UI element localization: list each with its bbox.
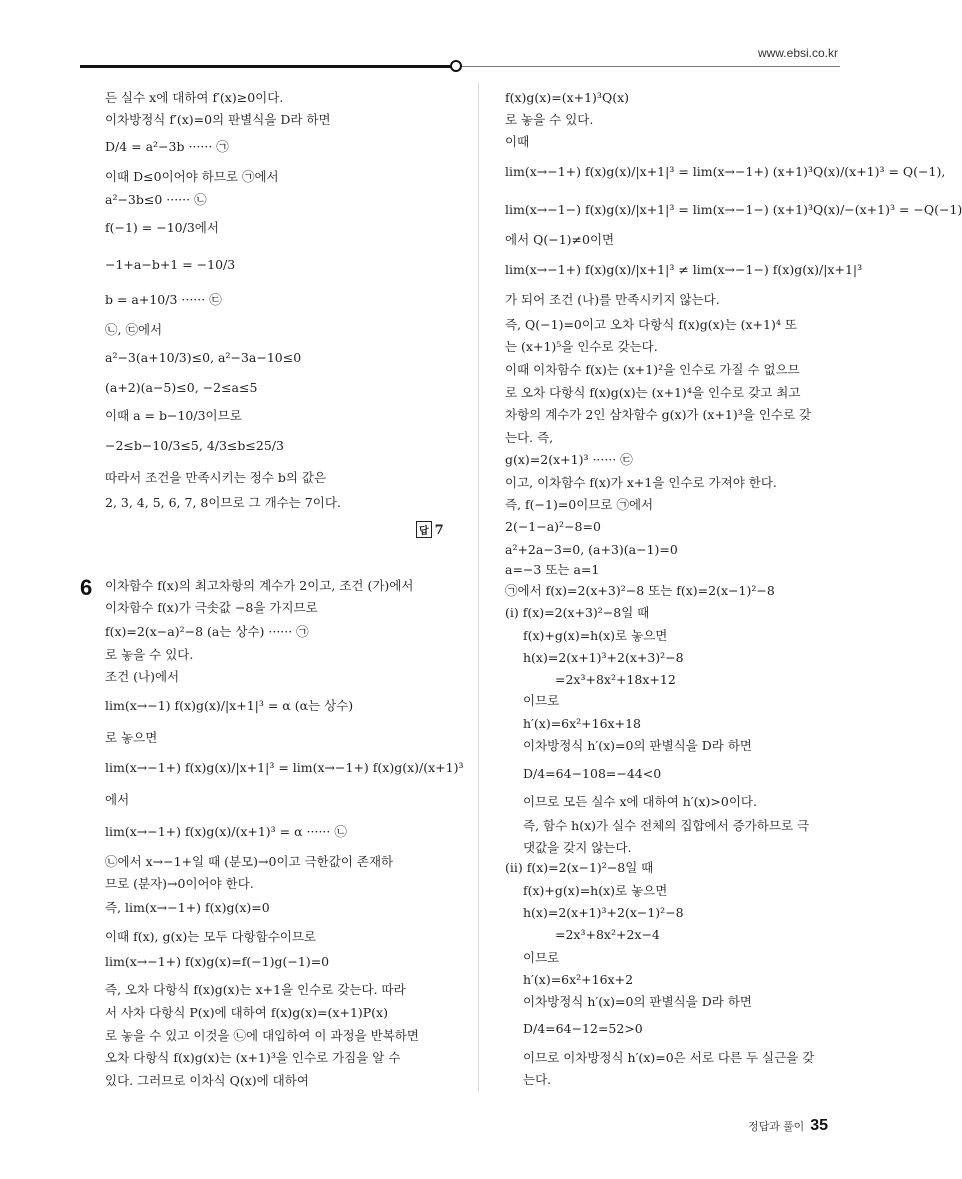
text-line: a²−3b≤0 ······ ㉡ xyxy=(105,192,207,207)
text-line: lim(x→−1+) f(x)g(x)/|x+1|³ = lim(x→−1+) f(x)g(x)/(x+1)³ xyxy=(105,760,464,775)
text-line: 이때 f(x), g(x)는 모두 다항함수이므로 xyxy=(105,929,317,944)
text-line: a²+2a−3=0, (a+3)(a−1)=0 xyxy=(505,542,678,557)
text-line: lim(x→−1+) f(x)g(x)=f(−1)g(−1)=0 xyxy=(105,954,330,969)
text-line: 서 사차 다항식 P(x)에 대하여 f(x)g(x)=(x+1)P(x) xyxy=(105,1005,388,1020)
text-line: 차항의 계수가 2인 삼차함수 g(x)가 (x+1)³을 인수로 갖 xyxy=(505,407,812,422)
text-line: 이므로 이차방정식 h′(x)=0은 서로 다른 두 실근을 갖 xyxy=(523,1050,815,1065)
text-line: 2(−1−a)²−8=0 xyxy=(505,519,601,534)
text-line: ㉡에서 x→−1+일 때 (분모)→0이고 극한값이 존재하 xyxy=(105,854,394,869)
text-line: 든 실수 x에 대하여 f′(x)≥0이다. xyxy=(105,90,284,105)
text-line: f(x)=2(x−a)²−8 (a는 상수) ······ ㉠ xyxy=(105,624,309,639)
text-line: a²−3(a+10/3)≤0, a²−3a−10≤0 xyxy=(105,350,302,365)
text-line: 므로 (분자)→0이어야 한다. xyxy=(105,876,254,891)
page-number: 35 xyxy=(810,1117,828,1134)
text-line: 이차함수 f(x)가 극솟값 −8을 가지므로 xyxy=(105,600,318,615)
text-line: 즉, Q(−1)=0이고 오차 다항식 f(x)g(x)는 (x+1)⁴ 또 xyxy=(505,317,797,332)
text-line: 이차방정식 h′(x)=0의 판별식을 D라 하면 xyxy=(523,994,753,1009)
text-line: 2, 3, 4, 5, 6, 7, 8이므로 그 개수는 7이다. xyxy=(105,495,341,510)
text-line: h′(x)=6x²+16x+18 xyxy=(523,716,641,731)
text-line: 이차함수 f(x)의 최고차항의 계수가 2이고, 조건 (가)에서 xyxy=(105,578,414,593)
text-line: lim(x→−1+) f(x)g(x)/|x+1|³ = lim(x→−1+) (x+1)³Q(x)/(x+1)³ = Q(−1), xyxy=(505,164,946,179)
text-line: g(x)=2(x+1)³ ······ ㉢ xyxy=(505,452,633,467)
text-line: 따라서 조건을 만족시키는 정수 b의 값은 xyxy=(105,470,327,485)
text-line: 즉, lim(x→−1+) f(x)g(x)=0 xyxy=(105,900,270,915)
page-footer xyxy=(748,1117,828,1135)
text-line: 는다. 즉, xyxy=(505,430,554,445)
text-line: 조건 (나)에서 xyxy=(105,669,180,684)
text-line: f(x)+g(x)=h(x)로 놓으면 xyxy=(523,883,668,898)
text-line: b = a+10/3 ······ ㉢ xyxy=(105,292,222,307)
text-line: 로 놓으면 xyxy=(105,730,158,745)
text-line: (a+2)(a−5)≤0, −2≤a≤5 xyxy=(105,380,258,395)
text-line: 이차방정식 h′(x)=0의 판별식을 D라 하면 xyxy=(523,738,753,753)
text-line: h(x)=2(x+1)³+2(x+3)²−8 xyxy=(523,650,684,665)
text-line: f(−1) = −10/3에서 xyxy=(105,220,219,235)
text-line: =2x³+8x²+2x−4 xyxy=(555,927,660,942)
text-line: f(x)g(x)=(x+1)³Q(x) xyxy=(505,90,629,105)
problem-number: 6 xyxy=(80,575,93,600)
text-line: 이때 xyxy=(505,134,530,149)
text-line: 이므로 모든 실수 x에 대하여 h′(x)>0이다. xyxy=(523,794,757,809)
answer-label: 답 xyxy=(416,521,432,538)
answer-value: 7 xyxy=(434,523,444,538)
text-line: 이므로 xyxy=(523,693,560,708)
text-line: 있다. 그러므로 이차식 Q(x)에 대하여 xyxy=(105,1073,309,1088)
text-line: 로 놓을 수 있다. xyxy=(105,647,194,662)
text-line: 즉, 오차 다항식 f(x)g(x)는 x+1을 인수로 갖는다. 따라 xyxy=(105,982,406,997)
text-line: 즉, f(−1)=0이므로 ㉠에서 xyxy=(505,497,654,512)
text-line: a=−3 또는 a=1 xyxy=(505,562,600,577)
text-line: 오차 다항식 f(x)g(x)는 (x+1)³을 인수로 가짐을 알 수 xyxy=(105,1050,401,1065)
header-rule xyxy=(80,65,452,68)
text-line: D/4=64−108=−44<0 xyxy=(523,766,662,781)
text-line: lim(x→−1+) f(x)g(x)/|x+1|³ ≠ lim(x→−1−) f(x)g(x)/|x+1|³ xyxy=(505,262,863,277)
site-url[interactable]: www.ebsi.co.kr xyxy=(757,46,838,60)
text-line: 로 오차 다항식 f(x)g(x)는 (x+1)⁴을 인수로 갖고 최고 xyxy=(505,385,801,400)
text-line: ㉠에서 f(x)=2(x+3)²−8 또는 f(x)=2(x−1)²−8 xyxy=(505,583,775,598)
text-line: (ii) f(x)=2(x−1)²−8일 때 xyxy=(505,860,654,875)
text-line: 로 놓을 수 있다. xyxy=(505,112,594,127)
text-line: 댓값을 갖지 않는다. xyxy=(523,840,632,855)
footer-section: 정답과 풀이 xyxy=(748,1121,805,1133)
text-line: 이므로 xyxy=(523,950,560,965)
text-line: =2x³+8x²+18x+12 xyxy=(555,672,676,687)
text-line: 이때 이차함수 f(x)는 (x+1)²을 인수로 가질 수 없으므 xyxy=(505,362,800,377)
text-line: (i) f(x)=2(x+3)²−8일 때 xyxy=(505,605,650,620)
text-line: 로 놓을 수 있고 이것을 ㉡에 대입하여 이 과정을 반복하면 xyxy=(105,1028,419,1043)
text-line: h(x)=2(x+1)³+2(x−1)²−8 xyxy=(523,905,684,920)
text-line: lim(x→−1−) f(x)g(x)/|x+1|³ = lim(x→−1−) (x+1)³Q(x)/−(x+1)³ = −Q(−1) xyxy=(505,202,962,217)
text-line: −2≤b−10/3≤5, 4/3≤b≤25/3 xyxy=(105,438,284,453)
text-line: lim(x→−1+) f(x)g(x)/(x+1)³ = α ······ ㉡ xyxy=(105,824,347,839)
text-line: 는다. xyxy=(523,1072,552,1087)
text-line: 에서 xyxy=(105,792,130,807)
text-line: 는 (x+1)⁵을 인수로 갖는다. xyxy=(505,339,658,354)
text-line: lim(x→−1) f(x)g(x)/|x+1|³ = α (α는 상수) xyxy=(105,698,354,713)
text-line: 가 되어 조건 (나)를 만족시키지 않는다. xyxy=(505,292,720,307)
text-line: D/4 = a²−3b ······ ㉠ xyxy=(105,139,229,154)
text-line: 이고, 이차함수 f(x)가 x+1을 인수로 가져야 한다. xyxy=(505,475,777,490)
answer-mark xyxy=(416,521,444,538)
text-line: ㉡, ㉢에서 xyxy=(105,322,163,337)
header-rule-dot xyxy=(450,60,462,72)
text-line: 이때 D≤0이어야 하므로 ㉠에서 xyxy=(105,169,279,184)
text-line: 에서 Q(−1)≠0이면 xyxy=(505,232,615,247)
text-line: h′(x)=6x²+16x+2 xyxy=(523,972,634,987)
text-line: 이때 a = b−10/3이므로 xyxy=(105,408,242,423)
text-line: f(x)+g(x)=h(x)로 놓으면 xyxy=(523,628,668,643)
text-line: D/4=64−12=52>0 xyxy=(523,1021,643,1036)
header-rule-thin xyxy=(462,66,840,67)
column-divider xyxy=(478,82,479,1092)
text-line: 즉, 함수 h(x)가 실수 전체의 집합에서 증가하므로 극 xyxy=(523,818,810,833)
text-line: 이차방정식 f′(x)=0의 판별식을 D라 하면 xyxy=(105,112,331,127)
text-line: −1+a−b+1 = −10/3 xyxy=(105,257,236,272)
